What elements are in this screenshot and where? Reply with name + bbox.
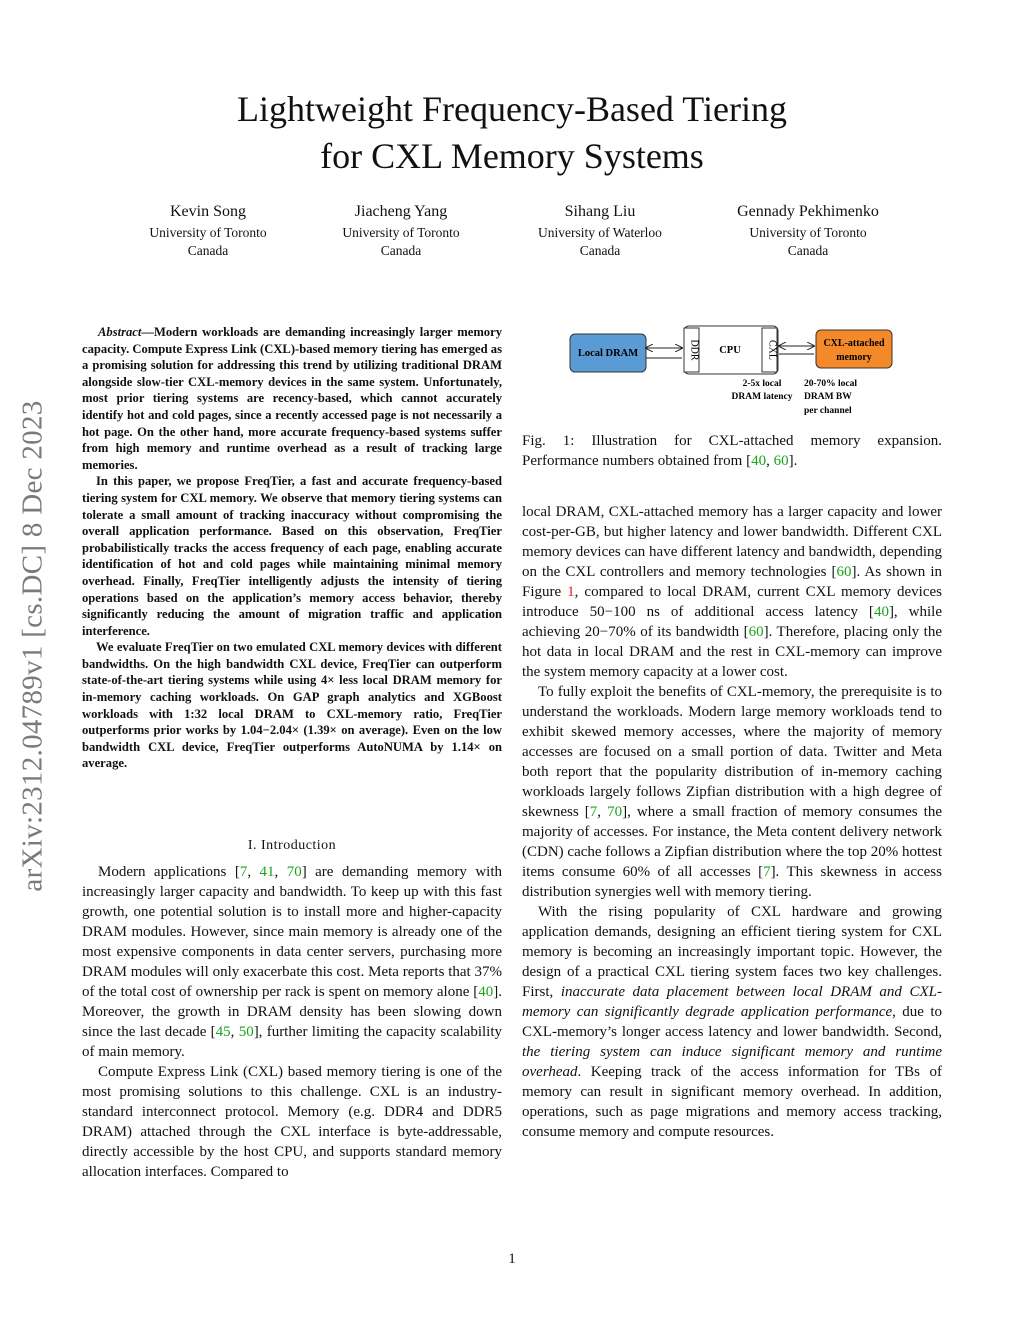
bandwidth-note-1: 20-70% local — [804, 379, 858, 389]
text-run: ]. This skewness in access distribution synergies well with memory tiering. — [522, 864, 942, 900]
caption-text: , — [766, 453, 774, 469]
cpu-label: CPU — [719, 345, 741, 356]
bandwidth-note-2: DRAM BW — [804, 392, 852, 402]
section-heading-introduction: I. Introduction — [247, 838, 337, 853]
text-run: local DRAM, CXL-attached memory has a larger capacity and lower cost-per-GB, but higher latency and lower bandwidth. Different CXL memory devices can have different latency and bandwidth, depending on the CXL controllers and memory technologies [ — [522, 504, 942, 580]
citation-link[interactable]: 40 — [478, 984, 494, 1000]
author-country: Canada — [579, 243, 621, 258]
text-run: ], further limiting the capacity scalability of main memory. — [82, 1024, 503, 1060]
figure-1-caption — [522, 431, 942, 471]
arxiv-watermark — [18, 356, 48, 936]
abstract-text-1: —Modern workloads are demanding increasingly larger memory capacity. Compute Express Link (CXL)-based memory tiering has emerged as a promising solution for addressing this trend by utilizing traditional DRAM alongside slow-tier CXL-memory devices in the same system. Unfortunately, most prior tiering systems are recency-based, which cannot accurately identify hot and cold pages, since a recently accessed page is not necessarily a hot page. On the other hand, more accurate frequency-based systems suffer from high memory and runtime overhead as a result of tracking large memories. — [82, 325, 502, 472]
text-run: , due to CXL-memory’s longer access latency and lower bandwidth. Second, — [522, 1004, 943, 1040]
latency-note-1: 2-5x local — [742, 379, 782, 389]
author-name: Jiacheng Yang — [354, 203, 448, 220]
author-country: Canada — [187, 243, 229, 258]
text-run: Modern applications [ — [98, 864, 240, 880]
citation-link[interactable]: 70 — [607, 804, 623, 820]
text-run: , — [274, 864, 287, 880]
abstract-label: Abstract — [98, 325, 142, 339]
text-run: With the rising popularity of CXL hardware and growing application demands, designing an efficient tiering system for CXL memory is becoming an increasingly important topic. However, the design of a practical CXL tiering system faces two key challenges. First, — [522, 904, 942, 1000]
body-paragraph-3 — [522, 902, 942, 1142]
author-affiliation: University of Toronto — [749, 225, 867, 240]
citation-link[interactable]: 40 — [873, 604, 889, 620]
arxiv-id: arXiv:2312.04789v1 [cs.DC] 8 Dec 2023 — [16, 400, 49, 892]
text-run: ]. As shown in Figure — [522, 564, 942, 600]
text-run: , — [247, 864, 260, 880]
ddr-label: DDR — [688, 339, 700, 361]
cxl-memory-label-1: CXL-attached — [823, 338, 885, 349]
text-run: ], where a small fraction of memory consumes the majority of accesses. For instance, the Meta content delivery network (CDN) cache follows a Zipfian distribution where the top 20% hottest items consume 60% of all accesses [ — [522, 804, 942, 880]
local-dram-label: Local DRAM — [577, 348, 639, 359]
emphasis-text: the tiering system can induce significant memory and runtime overhead — [522, 1044, 942, 1080]
text-run: , — [597, 804, 608, 820]
abstract — [82, 324, 502, 772]
figure-link[interactable]: 1 — [567, 584, 575, 600]
author-affiliation: University of Toronto — [342, 225, 460, 240]
text-run: ]. Moreover, the growth in DRAM density has been slowing down since the last decade [ — [82, 984, 502, 1040]
author-country: Canada — [380, 243, 422, 258]
citation-link[interactable]: 40 — [751, 453, 767, 469]
author-name: Gennady Pekhimenko — [737, 203, 879, 220]
paper-title — [112, 86, 912, 180]
cxl-memory-label-2: memory — [836, 352, 872, 363]
author-2 — [301, 200, 501, 260]
body-paragraph-2 — [522, 682, 942, 902]
abstract-paragraph-3: We evaluate FreqTier on two emulated CXL memory devices with different bandwidths. On the high bandwidth CXL device, FreqTier can outperform state-of-the-art tiering systems while using 4× less local DRAM memory for in-memory caching workloads. On GAP graph analytics and XGBoost workloads with 1:32 local DRAM to CXL-memory ratio, FreqTier outperforms prior works by 1.04−2.04× (1.39× on average). Even on the low bandwidth CXL device, FreqTier outperforms AutoNUMA by 1.14× on average. — [82, 640, 502, 771]
author-affiliation: University of Toronto — [149, 225, 267, 240]
bandwidth-note-3: per channel — [804, 406, 852, 416]
intro-paragraph-2: Compute Express Link (CXL) based memory tiering is one of the most promising solutions to this challenge. CXL is an industry-standard interconnect protocol. Memory (e.g. DDR4 and DDR5 DRAM) attached through the CXL interface is byte-addressable, directly accessible by the host CPU, and supports standard memory allocation interfaces. Compared to — [82, 1064, 502, 1180]
body-paragraph-1 — [522, 502, 942, 682]
right-column-body — [522, 502, 942, 1142]
citation-link[interactable]: 50 — [238, 1024, 254, 1040]
text-run: ]. Therefore, placing only the hot data in local DRAM and the rest in CXL-memory can improve the system memory capacity at a lower cost. — [522, 624, 942, 680]
cxl-diagram — [522, 322, 942, 422]
author-name: Sihang Liu — [564, 203, 636, 220]
author-country: Canada — [787, 243, 829, 258]
citation-link[interactable]: 41 — [259, 864, 275, 880]
text-run: , — [230, 1024, 239, 1040]
text-run: ] are demanding memory with increasingly larger capacity and bandwidth. To keep up with this fast growth, one potential solution is to install more and higher-capacity DRAM modules. However, since main memory is already one of the most expensive components in data center servers, purchasing more DRAM modules will only exacerbate this cost. Meta reports that 37% of the total cost of ownership per rack is spent on memory alone [ — [82, 864, 503, 1000]
cxl-label: CXL — [766, 340, 778, 360]
text-run: . Keeping track of the access information for TBs of memory can result in significant memory overhead. In addition, operations, such as page migrations and memory access tracking, consume memory and compute resources. — [522, 1064, 942, 1140]
citation-link[interactable]: 7 — [239, 864, 248, 880]
text-run: To fully exploit the benefits of CXL-memory, the prerequisite is to understand the workloads. Modern large memory workloads tend to exhibit skewed memory accesses, where the majority of memory accesses are focused on a small portion of data. Twitter and Meta both report that the popularity distribution of in-memory caching workloads largely follows Zipfian distribution with a high degree of skewness [ — [522, 684, 942, 820]
text-run: ], while achieving 20−70% of its bandwidth [ — [522, 604, 942, 640]
citation-link[interactable]: 7 — [589, 804, 598, 820]
citation-link[interactable]: 70 — [286, 864, 302, 880]
text-run: , compared to local DRAM, current CXL memory devices introduce 50−100 ns of additional access latency [ — [522, 584, 943, 620]
page-number: 1 — [508, 1251, 516, 1267]
title-line-1: Lightweight Frequency-Based Tiering — [237, 89, 787, 129]
abstract-paragraph-2: In this paper, we propose FreqTier, a fast and accurate frequency-based tiering system for CXL memory. We observe that memory tiering systems can tolerate a small amount of tracking inaccuracy without compromising the overall application performance. Based on this observation, FreqTier probabilistically tracks the access frequency of each page, enabling accurate identification of hot and cold pages while maintaining minimal memory overhead. Finally, FreqTier intelligently adjusts the intensity of tiering operations based on the application’s memory access behavior, thereby significantly reducing the amount of migration traffic and application interference. — [82, 474, 502, 638]
figure-1 — [522, 322, 942, 422]
citation-link[interactable]: 7 — [763, 864, 771, 880]
author-4 — [708, 200, 908, 260]
author-3 — [500, 200, 700, 260]
latency-note-2: DRAM latency — [731, 392, 793, 402]
caption-text: ]. — [788, 453, 798, 469]
author-1 — [108, 200, 308, 260]
title-line-2: for CXL Memory Systems — [320, 136, 704, 176]
citation-link[interactable]: 45 — [215, 1024, 231, 1040]
abstract-paragraph-1 — [82, 324, 502, 473]
intro-paragraph-1 — [82, 862, 502, 1062]
emphasis-text: inaccurate data placement between local DRAM and CXL-memory can significantly degrade application performance — [522, 984, 943, 1020]
citation-link[interactable]: 60 — [773, 453, 789, 469]
author-name: Kevin Song — [170, 203, 246, 220]
citation-link[interactable]: 60 — [836, 564, 852, 580]
caption-text: Fig. 1: Illustration for CXL-attached memory expansion. Performance numbers obtained from [ — [522, 433, 942, 469]
citation-link[interactable]: 60 — [748, 624, 764, 640]
author-affiliation: University of Waterloo — [538, 225, 662, 240]
introduction-body — [82, 862, 502, 1182]
